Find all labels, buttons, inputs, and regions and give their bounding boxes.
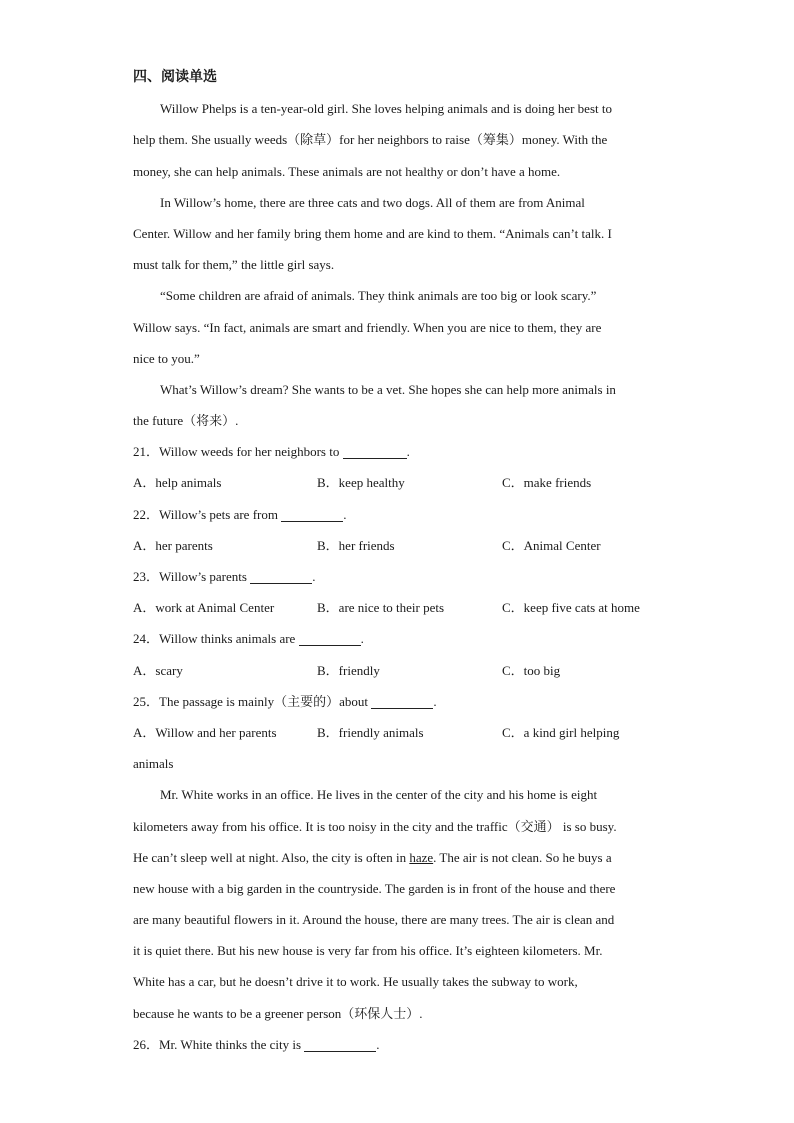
question-24-stem: [133, 623, 661, 654]
passage-line: it is quiet there. But his new house is very far from his office. It’s eighteen kilometers. Mr.: [133, 943, 603, 959]
option-c-continuation[interactable]: animals: [133, 756, 174, 772]
passage-1: [133, 93, 661, 436]
passage-text: He can’t sleep well at night. Also, the city is often in: [133, 849, 410, 865]
question-25-stem: [133, 686, 661, 717]
passage-line: [133, 842, 661, 873]
passage-2: [133, 779, 661, 1029]
section-heading: 四、阅读单选: [133, 69, 217, 85]
option-c[interactable]: C．keep five cats at home: [502, 600, 640, 616]
page-content: [133, 62, 661, 1060]
option-b[interactable]: B．her friends: [317, 537, 395, 553]
question-text: 25．The passage is mainly（主要的）about: [133, 693, 372, 709]
question-24-options: [133, 655, 661, 686]
passage-line: the future（将来）.: [133, 413, 239, 429]
question-text: 22．Willow’s pets are from: [133, 506, 282, 522]
passage-line: In Willow’s home, there are three cats and two dogs. All of them are from Animal: [160, 194, 585, 210]
passage-line: White has a car, but he doesn’t drive it to work. He usually takes the subway to work,: [133, 974, 578, 990]
question-end: .: [376, 1036, 380, 1052]
answer-blank[interactable]: [304, 1037, 376, 1052]
question-end: .: [312, 569, 316, 584]
question-text: 23．Willow’s parents: [133, 569, 251, 584]
option-a[interactable]: A．work at Animal Center: [133, 600, 275, 616]
option-c[interactable]: C．make friends: [502, 475, 592, 491]
question-23-options: [133, 592, 661, 623]
question-text: 21．Willow weeds for her neighbors to: [133, 444, 343, 460]
question-21-options: [133, 467, 661, 498]
question-22-options: [133, 530, 661, 561]
option-a[interactable]: A．help animals: [133, 475, 222, 491]
option-c[interactable]: C．Animal Center: [502, 537, 601, 553]
passage-line: Mr. White works in an office. He lives in the center of the city and his home is eight: [160, 787, 598, 803]
question-end: .: [343, 506, 347, 522]
option-b[interactable]: B．friendly: [317, 662, 380, 678]
passage-line: What’s Willow’s dream? She wants to be a vet. She hopes she can help more animals in: [160, 381, 616, 397]
underlined-word: haze: [409, 849, 434, 865]
option-b[interactable]: B．keep healthy: [317, 475, 405, 491]
answer-blank[interactable]: [343, 444, 407, 459]
passage-line: because he wants to be a greener person（环保人士）.: [133, 1005, 423, 1021]
question-23-stem: [133, 561, 661, 592]
question-end: .: [360, 631, 364, 647]
answer-blank[interactable]: [299, 631, 361, 646]
option-a[interactable]: A．her parents: [133, 537, 213, 553]
option-c[interactable]: C．a kind girl helping: [502, 724, 620, 740]
option-c[interactable]: C．too big: [502, 662, 561, 678]
option-b[interactable]: B．are nice to their pets: [317, 600, 445, 616]
passage-line: nice to you.”: [133, 350, 200, 366]
passage-line: new house with a big garden in the countryside. The garden is in front of the house and there: [133, 880, 616, 896]
question-text: 24．Willow thinks animals are: [133, 631, 299, 647]
passage-line: kilometers away from his office. It is too noisy in the city and the traffic（交通） is so busy.: [133, 818, 617, 834]
question-25-options: [133, 717, 661, 748]
question-22-stem: [133, 499, 661, 530]
question-21-stem: [133, 436, 661, 467]
question-text: 26．Mr. White thinks the city is: [133, 1036, 305, 1052]
answer-blank[interactable]: [371, 694, 433, 709]
passage-line: must talk for them,” the little girl says.: [133, 257, 335, 273]
passage-text: . The air is not clean. So he buys a: [433, 849, 612, 865]
answer-blank[interactable]: [281, 507, 343, 522]
answer-blank[interactable]: [250, 569, 312, 584]
option-a[interactable]: A．Willow and her parents: [133, 724, 277, 740]
passage-line: money, she can help animals. These animals are not healthy or don’t have a home.: [133, 163, 561, 179]
option-b[interactable]: B．friendly animals: [317, 724, 424, 740]
question-26-stem: [133, 1029, 661, 1060]
question-end: .: [433, 693, 437, 709]
passage-line: are many beautiful flowers in it. Around the house, there are many trees. The air is clean and: [133, 912, 615, 928]
passage-line: Willow says. “In fact, animals are smart and friendly. When you are nice to them, they are: [133, 319, 602, 335]
passage-line: help them. She usually weeds（除草）for her neighbors to raise（筹集）money. With the: [133, 132, 608, 148]
question-end: .: [406, 444, 410, 460]
passage-line: Willow Phelps is a ten-year-old girl. She loves helping animals and is doing her best to: [160, 101, 612, 117]
passage-line: “Some children are afraid of animals. They think animals are too big or look scary.”: [160, 288, 597, 304]
passage-line: Center. Willow and her family bring them home and are kind to them. “Animals can’t talk. I: [133, 225, 612, 241]
option-a[interactable]: A．scary: [133, 662, 183, 678]
